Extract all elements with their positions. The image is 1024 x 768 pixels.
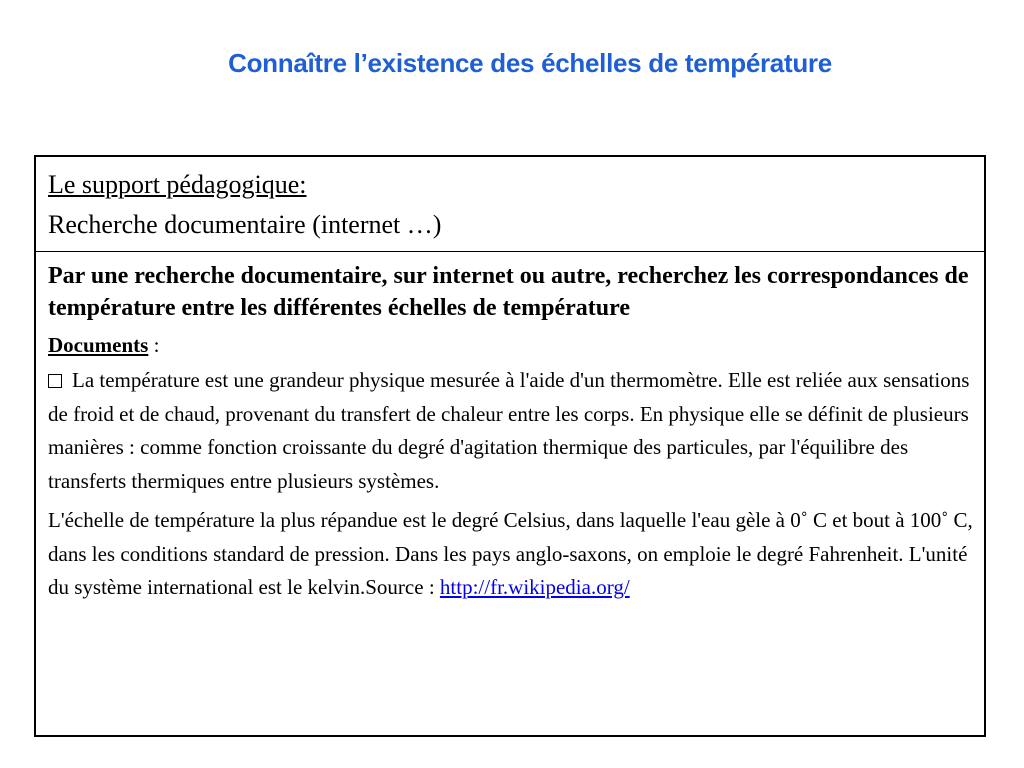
documents-suffix: : [148, 333, 160, 357]
support-value: Recherche documentaire (internet …) [48, 210, 442, 239]
content-box [34, 155, 986, 737]
source-link[interactable]: http://fr.wikipedia.org/ [439, 575, 630, 599]
paragraph-temperature-definition [48, 364, 974, 498]
paragraph-temperature-scales [48, 504, 974, 605]
support-section [36, 157, 984, 252]
documents-section [36, 252, 984, 605]
support-label: Le support pédagogique: [48, 170, 307, 199]
square-bullet-icon [48, 374, 62, 388]
page-title: Connaître l’existence des échelles de température [228, 48, 832, 78]
instruction-text: Par une recherche documentaire, sur internet ou autre, recherchez les correspondances de température entre les différentes échelles de température [48, 263, 969, 321]
paragraph2-text: L'échelle de température la plus répandue est le degré Celsius, dans laquelle l'eau gèle à 0˚ C et bout à 100˚ C, dans les conditions standard de pression. Dans les pays anglo-saxons, on emploie le degré Fahrenheit. L'unité du système international est le kelvin.Source : [48, 508, 973, 599]
documents-heading [48, 330, 974, 360]
paragraph1-text: La température est une grandeur physique mesurée à l'aide d'un thermomètre. Elle est reliée aux sensations de froid et de chaud, provenant du transfert de chaleur entre les corps. En physique elle se définit de plusieurs manières : comme fonction croissante du degré d'agitation thermique des particules, par l'équilibre des transferts thermiques entre plusieurs systèmes. [48, 368, 970, 493]
documents-label: Documents [48, 333, 149, 357]
